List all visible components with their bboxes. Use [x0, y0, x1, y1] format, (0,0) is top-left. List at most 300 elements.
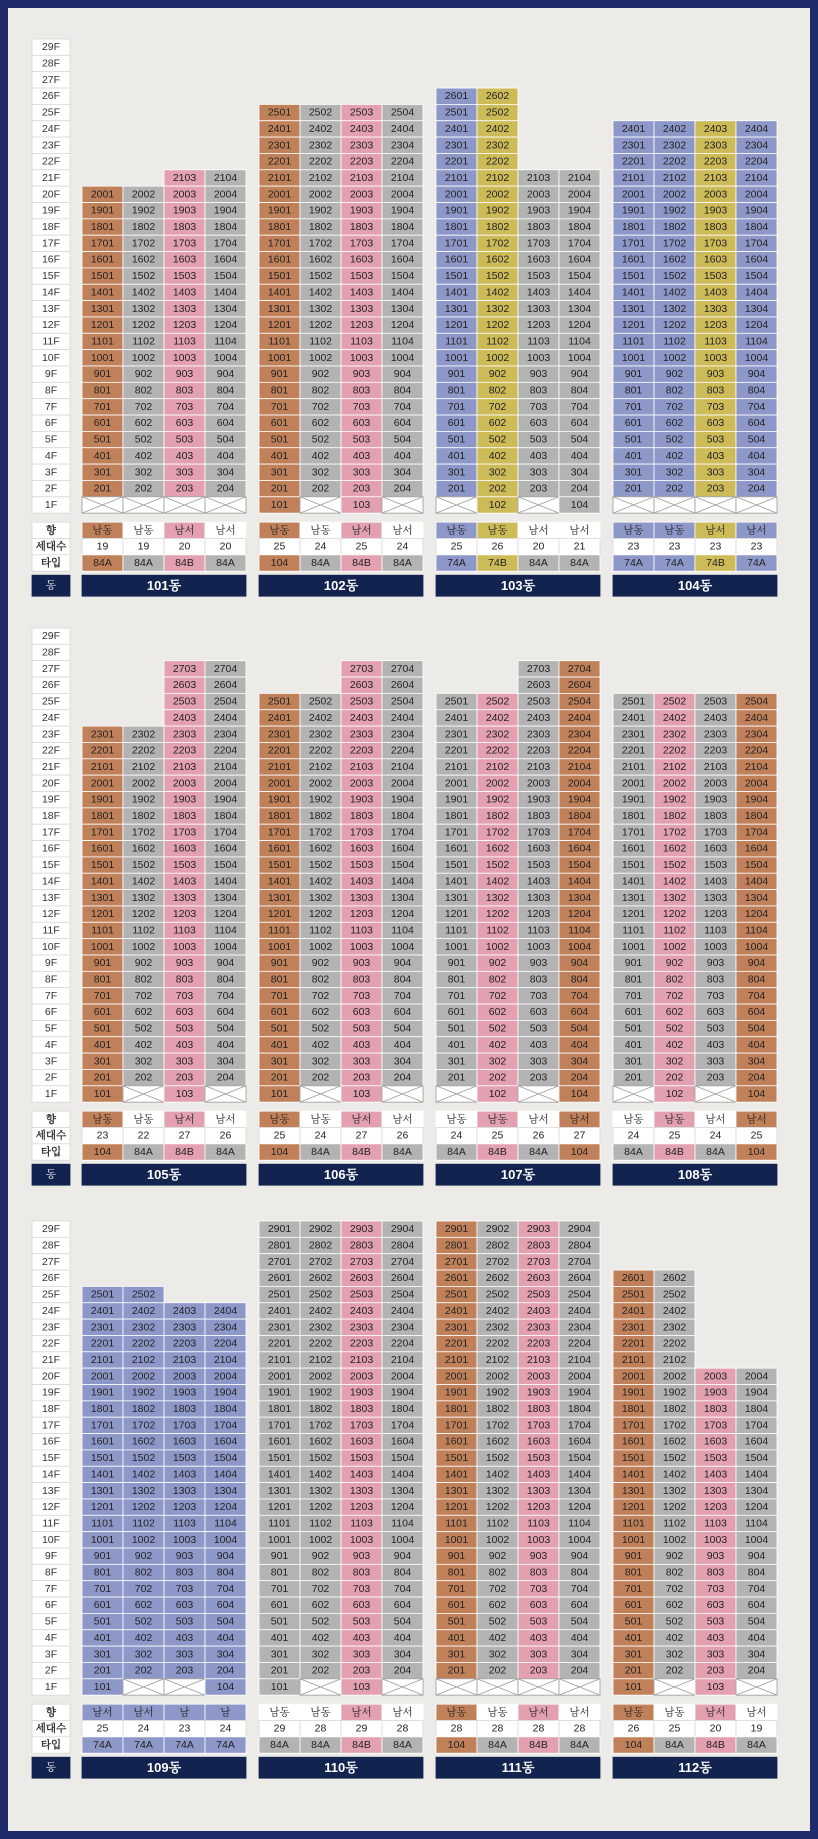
unit-number: 202: [311, 1071, 330, 1084]
households-value: 26: [627, 1722, 640, 1735]
unit-number: 1004: [744, 940, 769, 953]
unit-number: 1201: [444, 1501, 469, 1514]
unit-number: 1302: [662, 891, 687, 904]
unit-number: 2404: [567, 1304, 592, 1317]
unit-number: 2901: [267, 1223, 292, 1236]
households-value: 24: [709, 1129, 722, 1142]
unit-number: 1804: [744, 810, 769, 823]
unit-number: 1901: [621, 1386, 646, 1399]
unit-number: 603: [352, 1006, 371, 1019]
unit-number: 904: [747, 368, 766, 381]
unit-number: 2301: [621, 139, 646, 152]
unit-number: 1802: [485, 1403, 510, 1416]
unit-number: 1303: [526, 891, 551, 904]
unit-number: 302: [665, 466, 684, 479]
unit-number: 402: [311, 449, 330, 462]
direction-value: 남서: [392, 1113, 413, 1126]
unit-number: 1902: [485, 204, 510, 217]
unit-number: 1303: [703, 1484, 728, 1497]
unit-number: 1701: [444, 1419, 469, 1432]
unit-number: 2203: [172, 1337, 197, 1350]
households-value: 27: [573, 1129, 586, 1142]
floor-label: 3F: [44, 1055, 58, 1068]
unit-number: 1204: [390, 319, 415, 332]
unit-number: 1904: [213, 204, 238, 217]
unit-number: 2702: [308, 1255, 333, 1268]
unit-number: 202: [311, 1664, 330, 1677]
floor-label: 26F: [41, 1272, 61, 1285]
unit-number: 603: [175, 1006, 194, 1019]
unit-number: 101: [624, 1680, 643, 1693]
unit-number: 1001: [267, 1533, 292, 1546]
floor-label: 11F: [42, 335, 60, 348]
unit-number: 1701: [90, 237, 115, 250]
unit-number: 704: [216, 1582, 235, 1595]
unit-number: 903: [529, 368, 548, 381]
unit-number: 902: [134, 1550, 153, 1563]
unit-number: 1402: [662, 286, 687, 299]
unit-number: 801: [624, 1566, 643, 1579]
unit-number: 2201: [267, 1337, 292, 1350]
unit-number: 503: [352, 1022, 371, 1035]
unit-number: 2303: [172, 728, 197, 741]
floor-label: 17F: [41, 237, 61, 250]
unit-number: 2004: [744, 1370, 769, 1383]
unit-number: 2804: [567, 1239, 592, 1252]
unit-number: 1203: [349, 908, 374, 921]
unit-number: 1803: [703, 1403, 728, 1416]
unit-number: 2103: [349, 1353, 374, 1366]
direction-value: 남동: [446, 1113, 467, 1126]
unit-number: 504: [747, 1022, 766, 1035]
unit-number: 102: [665, 1087, 684, 1100]
unit-number: 203: [706, 1071, 725, 1084]
unit-number: 2003: [703, 188, 728, 201]
unit-number: 1901: [267, 204, 292, 217]
unit-number: 1303: [526, 1484, 551, 1497]
unit-number: 1403: [172, 286, 197, 299]
building-name: 107동: [500, 1167, 536, 1183]
unit-number: 1602: [308, 253, 333, 266]
floor-label: 23F: [41, 139, 61, 152]
unit-number: 103: [706, 1680, 725, 1693]
unit-number: 701: [270, 1582, 289, 1595]
floor-label: 9F: [44, 368, 58, 381]
unit-number: 703: [706, 989, 725, 1002]
unit-number: 1404: [567, 875, 592, 888]
unit-number: 2003: [703, 1370, 728, 1383]
unit-number: 1203: [703, 1501, 728, 1514]
households-value: 26: [532, 1129, 545, 1142]
unit-number: 801: [624, 973, 643, 986]
unit-number: 1602: [308, 842, 333, 855]
unit-number: 302: [134, 1648, 153, 1661]
unit-number: 1504: [567, 859, 592, 872]
unit-number: 402: [134, 1631, 153, 1644]
direction-value: 남동: [269, 1706, 290, 1719]
unit-number: 502: [665, 1022, 684, 1035]
unit-number: 1402: [662, 1468, 687, 1481]
info-label-direction: 향: [45, 1706, 57, 1719]
unit-number: 704: [216, 400, 235, 413]
unit-number: 1204: [744, 908, 769, 921]
unit-number: 403: [706, 1631, 725, 1644]
floor-label: 5F: [44, 1615, 58, 1628]
unit-number: 2303: [703, 728, 728, 741]
unit-number: 1701: [267, 1419, 292, 1432]
unit-number: 1702: [308, 237, 333, 250]
unit-number: 2203: [349, 155, 374, 168]
unit-number: 1103: [527, 924, 550, 937]
unit-number: 1903: [703, 793, 728, 806]
unit-number: 1004: [567, 1533, 592, 1546]
unit-number: 1502: [662, 1452, 687, 1465]
floor-label: 16F: [41, 1435, 61, 1448]
unit-number: 1602: [131, 842, 156, 855]
unit-number: 2102: [131, 760, 156, 773]
unit-number: 2103: [526, 760, 551, 773]
unit-number: 702: [665, 400, 684, 413]
unit-number: 503: [706, 433, 725, 446]
unit-number: 1301: [444, 891, 469, 904]
unit-number: 2103: [526, 1353, 551, 1366]
unit-number: 1902: [662, 793, 687, 806]
unit-number: 2204: [213, 744, 238, 757]
floor-label: 5F: [44, 1022, 58, 1035]
unit-number: 2003: [172, 188, 197, 201]
unit-number: 1104: [391, 335, 414, 348]
type-value: 84B: [352, 1739, 371, 1752]
floor-label: 6F: [44, 1599, 58, 1612]
households-value: 27: [178, 1129, 191, 1142]
unit-number: 501: [93, 1022, 112, 1035]
unit-number: 704: [393, 989, 412, 1002]
unit-number: 2201: [90, 1337, 115, 1350]
unit-number: 1403: [172, 875, 197, 888]
unit-number: 2202: [308, 155, 333, 168]
unit-number: 2003: [349, 1370, 374, 1383]
unit-number: 1203: [349, 319, 374, 332]
unit-number: 1304: [567, 1484, 592, 1497]
unit-number: 901: [624, 1550, 643, 1563]
unit-number: 901: [270, 957, 289, 970]
unit-number: 1503: [349, 859, 374, 872]
unit-number: 2303: [172, 1321, 197, 1334]
unit-number: 1404: [390, 1468, 415, 1481]
unit-number: 701: [624, 400, 643, 413]
unit-number: 1703: [172, 826, 197, 839]
unit-number: 1801: [444, 221, 469, 234]
unit-number: 403: [175, 1038, 194, 1051]
unit-number: 1301: [267, 891, 292, 904]
unit-number: 1104: [568, 1517, 591, 1530]
unit-number: 2701: [267, 1255, 292, 1268]
unit-number: 1004: [390, 1533, 415, 1546]
unit-number: 401: [93, 449, 112, 462]
unit-number: 1304: [744, 302, 769, 315]
unit-number: 903: [529, 1550, 548, 1563]
floor-label: 13F: [41, 891, 61, 904]
unit-number: 2201: [621, 744, 646, 757]
unit-number: 902: [665, 1550, 684, 1563]
unit-number: 803: [529, 384, 548, 397]
unit-number: 2104: [390, 1353, 415, 1366]
building-label: 동: [45, 579, 57, 592]
unit-number: 2002: [485, 1370, 510, 1383]
unit-number: 1801: [621, 221, 646, 234]
unit-number: 1604: [390, 253, 415, 266]
unit-number: 1903: [526, 204, 551, 217]
unit-number: 1201: [444, 319, 469, 332]
unit-number: 1903: [349, 1386, 374, 1399]
unit-number: 304: [216, 466, 235, 479]
unit-number: 1802: [131, 1403, 156, 1416]
households-value: 25: [668, 1722, 681, 1735]
unit-number: 2403: [349, 1304, 374, 1317]
type-value: 74A: [216, 1739, 235, 1752]
households-value: 25: [750, 1129, 763, 1142]
unit-number: 2202: [662, 1337, 687, 1350]
unit-number: 804: [216, 384, 235, 397]
floor-label: 1F: [44, 498, 58, 511]
direction-value: 남서: [174, 524, 195, 537]
unit-number: 2004: [567, 188, 592, 201]
unit-number: 401: [93, 1631, 112, 1644]
unit-number: 501: [624, 1022, 643, 1035]
unit-number: 2303: [349, 728, 374, 741]
unit-number: 1804: [213, 810, 238, 823]
unit-number: 1703: [349, 1419, 374, 1432]
unit-number: 1302: [485, 1484, 510, 1497]
unit-number: 1001: [90, 351, 115, 364]
unit-number: 1702: [308, 826, 333, 839]
unit-number: 1101: [445, 1517, 468, 1530]
unit-number: 1802: [485, 221, 510, 234]
type-value: 84B: [175, 1146, 194, 1159]
type-value: 74B: [488, 557, 507, 570]
unit-number: 603: [706, 1006, 725, 1019]
unit-number: 2703: [526, 1255, 551, 1268]
unit-number: 2403: [172, 711, 197, 724]
unit-number: 1603: [172, 842, 197, 855]
info-label-type: 타입: [40, 1146, 62, 1159]
unit-number: 702: [134, 989, 153, 1002]
unit-number: 1504: [744, 1452, 769, 1465]
unit-number: 1701: [444, 826, 469, 839]
type-value: 84A: [216, 557, 235, 570]
unit-number: 2601: [267, 1272, 292, 1285]
unit-number: 301: [624, 1055, 643, 1068]
unit-number: 902: [488, 368, 507, 381]
building-name: 106동: [323, 1167, 359, 1183]
unit-number: 503: [175, 1022, 194, 1035]
unit-number: 1902: [662, 204, 687, 217]
unit-number: 203: [352, 1664, 371, 1677]
unit-number: 2202: [131, 744, 156, 757]
building-name: 102동: [323, 578, 359, 594]
unit-number: 601: [447, 1599, 466, 1612]
unit-number: 2504: [744, 695, 769, 708]
households-value: 23: [750, 540, 763, 553]
unit-number: 1704: [567, 237, 592, 250]
unit-number: 2704: [567, 662, 592, 675]
unit-number: 202: [134, 1071, 153, 1084]
households-value: 25: [273, 1129, 286, 1142]
households-value: 29: [355, 1722, 368, 1735]
unit-number: 2603: [526, 679, 551, 692]
households-value: 23: [668, 540, 681, 553]
unit-number: 1804: [567, 221, 592, 234]
type-value: 84A: [706, 1146, 725, 1159]
unit-number: 1901: [444, 204, 469, 217]
unit-number: 1702: [131, 237, 156, 250]
direction-value: 남서: [705, 1706, 726, 1719]
unit-number: 904: [570, 957, 589, 970]
unit-number: 1204: [744, 319, 769, 332]
floor-label: 28F: [41, 1239, 61, 1252]
floor-label: 27F: [41, 73, 61, 86]
unit-number: 801: [270, 973, 289, 986]
unit-number: 1701: [90, 826, 115, 839]
unit-number: 1803: [526, 1403, 551, 1416]
households-value: 20: [709, 1722, 722, 1735]
unit-number: 2102: [308, 1353, 333, 1366]
unit-number: 202: [134, 1664, 153, 1677]
unit-number: 2404: [390, 122, 415, 135]
unit-number: 1102: [132, 924, 155, 937]
unit-number: 2104: [744, 171, 769, 184]
unit-number: 2302: [308, 1321, 333, 1334]
unit-number: 2102: [131, 1353, 156, 1366]
direction-value: 남동: [664, 524, 685, 537]
unit-number: 1504: [213, 270, 238, 283]
unit-number: 1702: [662, 1419, 687, 1432]
unit-number: 1602: [131, 1435, 156, 1448]
unit-number: 501: [447, 1022, 466, 1035]
type-value: 84A: [529, 1146, 548, 1159]
unit-number: 202: [311, 482, 330, 495]
type-value: 104: [570, 1146, 589, 1159]
unit-number: 2703: [172, 662, 197, 675]
unit-number: 1904: [567, 1386, 592, 1399]
unit-number: 803: [352, 384, 371, 397]
unit-number: 2504: [390, 106, 415, 119]
households-value: 24: [314, 1129, 327, 1142]
unit-number: 403: [352, 1038, 371, 1051]
unit-number: 301: [447, 466, 466, 479]
unit-number: 1002: [131, 1533, 156, 1546]
unit-number: 504: [216, 1615, 235, 1628]
unit-number: 1204: [390, 908, 415, 921]
unit-number: 1604: [744, 253, 769, 266]
unit-number: 1804: [744, 1403, 769, 1416]
unit-number: 303: [529, 1055, 548, 1068]
unit-number: 101: [93, 1087, 112, 1100]
building-name: 108동: [677, 1167, 713, 1183]
unit-number: 301: [270, 1055, 289, 1068]
unit-number: 104: [570, 498, 589, 511]
unit-number: 1401: [621, 875, 646, 888]
unit-number: 1602: [662, 253, 687, 266]
unit-number: 1301: [444, 302, 469, 315]
info-label-households: 세대수: [35, 540, 67, 553]
unit-number: 203: [529, 1071, 548, 1084]
direction-value: 남서: [392, 1706, 413, 1719]
unit-number: 1202: [485, 319, 510, 332]
unit-number: 1102: [309, 1517, 332, 1530]
info-label-households: 세대수: [35, 1722, 67, 1735]
unit-number: 2003: [526, 1370, 551, 1383]
unit-number: 2204: [567, 744, 592, 757]
unit-number: 903: [706, 368, 725, 381]
unit-number: 503: [175, 433, 194, 446]
households-value: 19: [750, 1722, 763, 1735]
unit-number: 901: [93, 1550, 112, 1563]
unit-number: 2402: [308, 711, 333, 724]
unit-number: 1201: [90, 319, 115, 332]
unit-number: 1303: [172, 302, 197, 315]
unit-number: 2101: [621, 171, 646, 184]
unit-number: 801: [270, 384, 289, 397]
unit-number: 2401: [621, 711, 646, 724]
unit-number: 804: [747, 1566, 766, 1579]
unit-number: 303: [352, 1055, 371, 1068]
unit-number: 2903: [349, 1223, 374, 1236]
unit-number: 204: [747, 1664, 766, 1677]
unit-number: 1304: [390, 302, 415, 315]
unit-number: 1902: [131, 204, 156, 217]
unit-number: 403: [352, 449, 371, 462]
floor-label: 28F: [41, 646, 61, 659]
unit-number: 201: [624, 1071, 643, 1084]
unit-number: 604: [747, 1599, 766, 1612]
floor-label: 12F: [41, 908, 61, 921]
unit-number: 802: [134, 1566, 153, 1579]
unit-number: 504: [216, 433, 235, 446]
unit-number: 2104: [390, 171, 415, 184]
unit-number: 1203: [172, 319, 197, 332]
unit-number: 1102: [309, 335, 332, 348]
unit-number: 1404: [744, 1468, 769, 1481]
unit-number: 2502: [308, 695, 333, 708]
unit-number: 1003: [526, 1533, 551, 1546]
unit-number: 1603: [349, 842, 374, 855]
unit-number: 1103: [350, 924, 373, 937]
floor-label: 27F: [41, 662, 61, 675]
unit-number: 1203: [526, 1501, 551, 1514]
unit-number: 301: [447, 1648, 466, 1661]
unit-number: 2102: [308, 171, 333, 184]
unit-number: 302: [134, 466, 153, 479]
unit-number: 2303: [526, 1321, 551, 1334]
type-value: 84B: [529, 1739, 548, 1752]
unit-number: 2502: [485, 695, 510, 708]
unit-number: 1803: [172, 810, 197, 823]
unit-number: 2302: [131, 728, 156, 741]
unit-number: 2202: [485, 744, 510, 757]
unit-number: 1302: [131, 1484, 156, 1497]
unit-number: 901: [93, 957, 112, 970]
unit-number: 502: [665, 1615, 684, 1628]
unit-number: 2803: [349, 1239, 374, 1252]
unit-number: 304: [570, 1648, 589, 1661]
unit-number: 1904: [744, 1386, 769, 1399]
unit-number: 903: [352, 1550, 371, 1563]
unit-number: 303: [175, 1055, 194, 1068]
unit-number: 1103: [173, 924, 196, 937]
type-value: 84A: [311, 1146, 330, 1159]
unit-number: 1201: [621, 908, 646, 921]
